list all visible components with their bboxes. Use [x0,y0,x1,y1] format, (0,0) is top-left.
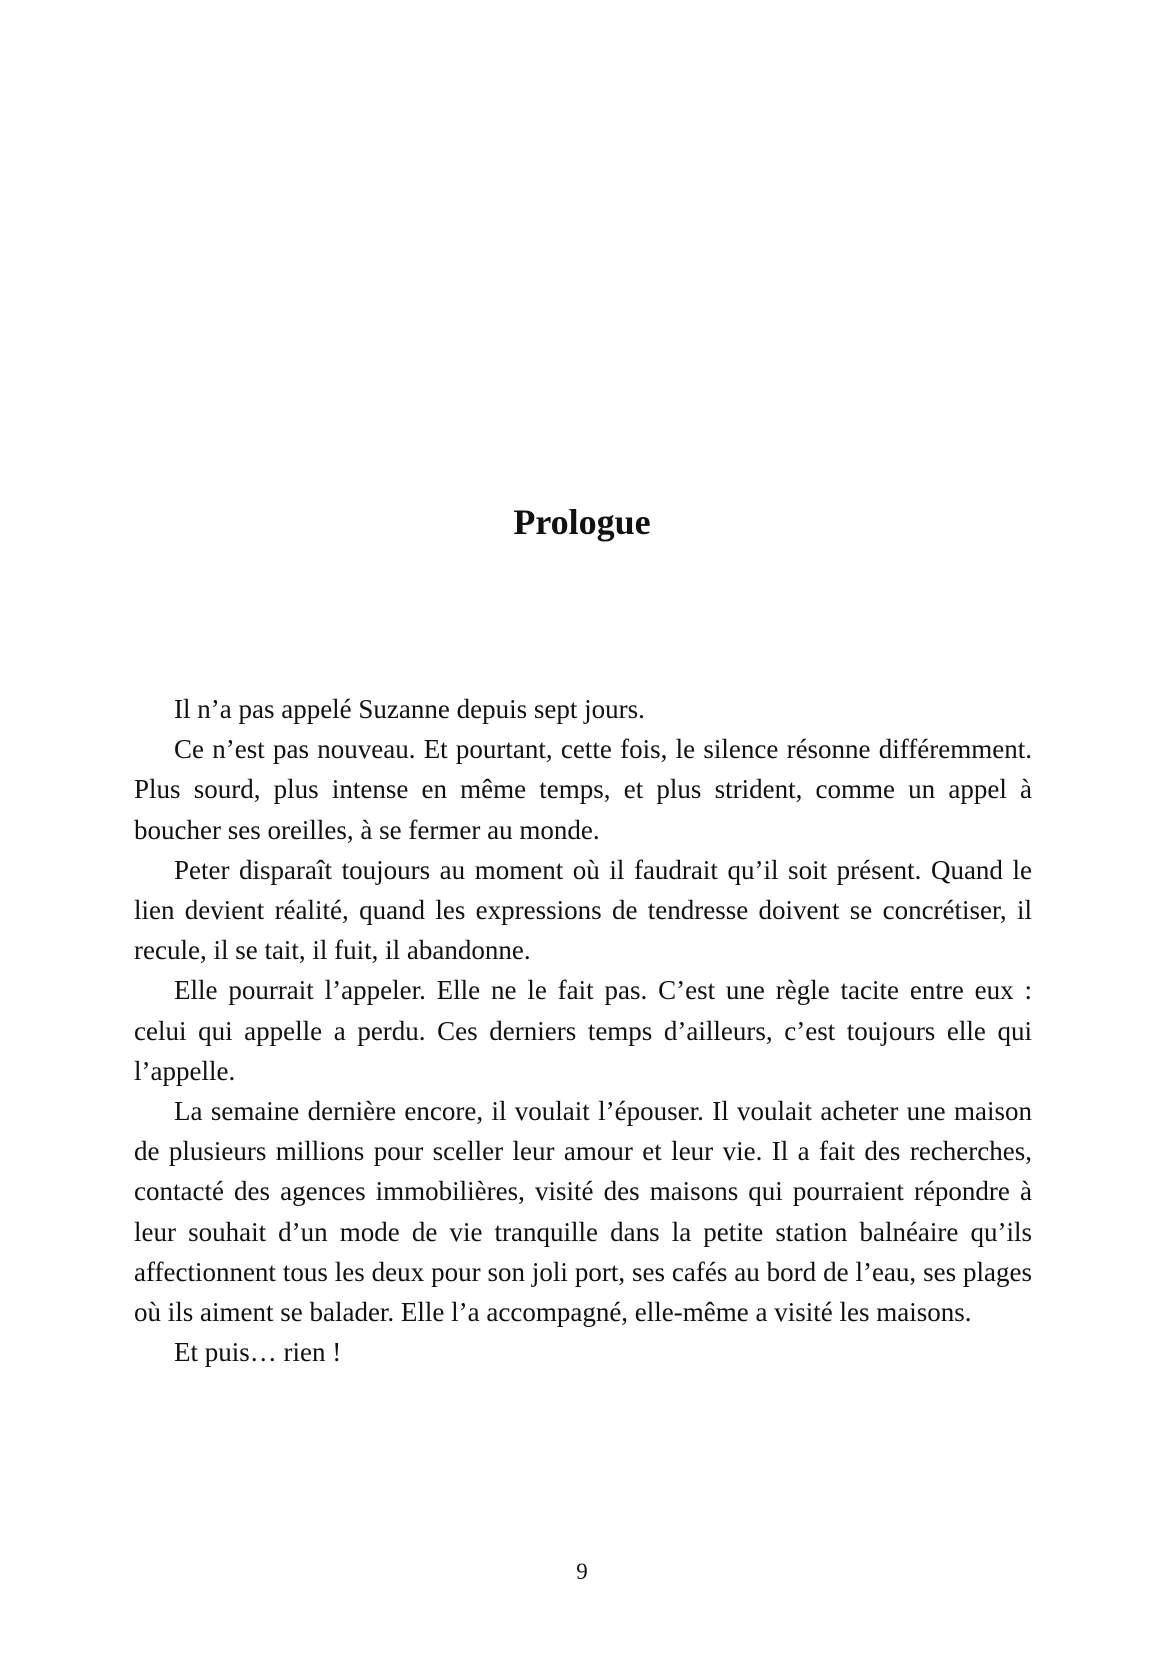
paragraph: Et puis… rien ! [174,1337,342,1368]
paragraph: Ce n’est pas nouveau. Et pourtant, cette fois, le silence résonne différemment. Plus sourd, plus intense en même temps, et plus strident, comme un appel à boucher ses oreilles, à se fermer au monde. [134,734,1032,845]
paragraph: La semaine dernière encore, il voulait l’épouser. Il voulait acheter une maison de plusieurs millions pour sceller leur amour et leur vie. Il a fait des recherches, contacté des agences immobilières, visité des maisons qui pourraient répondre à leur souhait d’un mode de vie tranquille dans la petite station balnéaire qu’ils affectionnent tous les deux pour son joli port, ses cafés au bord de l’eau, ses plages où ils aiment se balader. Elle l’a accompagné, elle-même a visité les maisons. [134,1096,1032,1328]
chapter-title: Prologue [513,502,651,542]
body-text [134,689,1032,1372]
paragraph: Elle pourrait l’appeler. Elle ne le fait pas. C’est une règle tacite entre eux : celui qui appelle a perdu. Ces derniers temps d’ailleurs, c’est toujours elle qui l’appelle. [134,975,1032,1086]
paragraph: Peter disparaît toujours au moment où il faudrait qu’il soit présent. Quand le lien devient réalité, quand les expressions de tendresse doivent se concrétiser, il recule, il se tait, il fuit, il abandonne. [134,854,1032,966]
paragraph: Il n’a pas appelé Suzanne depuis sept jours. [174,694,645,724]
page-number: 9 [576,1559,588,1584]
